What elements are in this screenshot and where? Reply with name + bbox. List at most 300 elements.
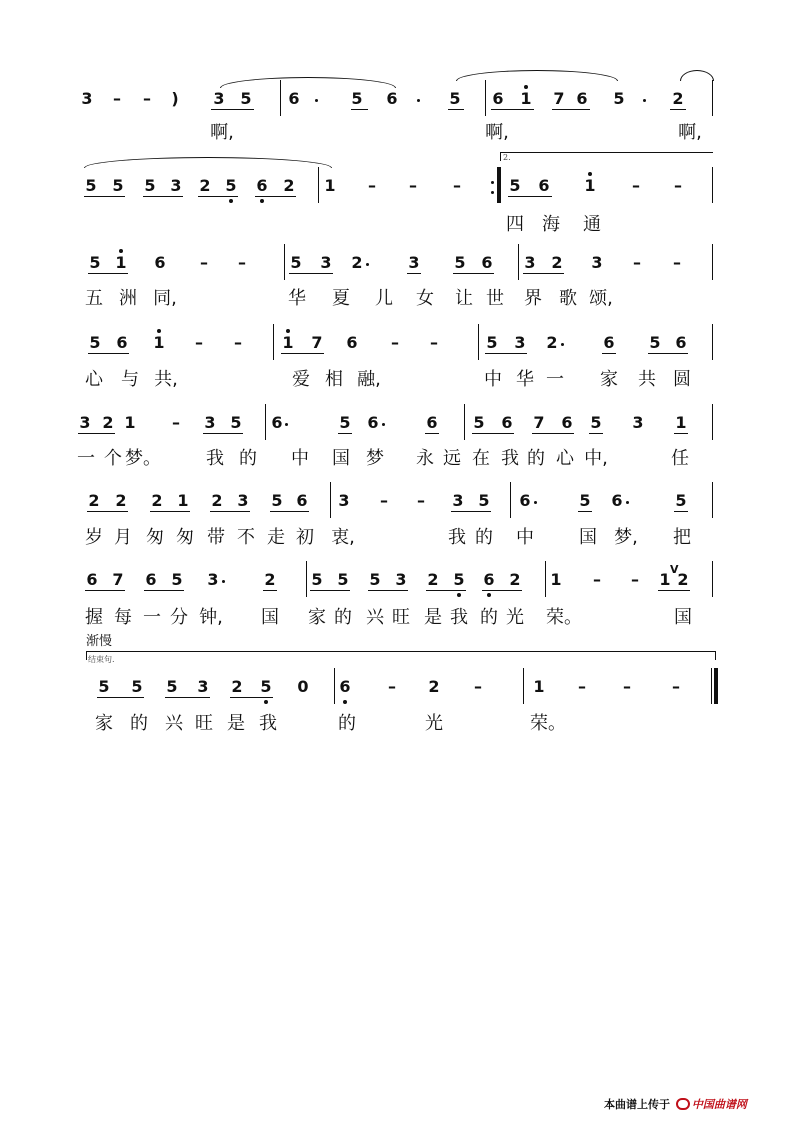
- lyric-syllable: 世: [486, 288, 504, 309]
- note: –: [673, 253, 681, 272]
- note: 5: [112, 176, 124, 195]
- note: 5: [290, 253, 302, 272]
- note: 2: [672, 89, 684, 108]
- note: –: [388, 677, 396, 696]
- note: 6: [145, 570, 157, 589]
- lyric-syllable: 国: [674, 607, 692, 628]
- note: 2: [351, 253, 363, 272]
- lyric-syllable: 洲: [119, 288, 137, 309]
- note: 1: [584, 176, 596, 195]
- beam-underline: [351, 109, 368, 110]
- barline: [523, 668, 524, 704]
- lyric-syllable: 兴: [366, 607, 384, 628]
- note: 5: [369, 570, 381, 589]
- lyric-syllable: 远: [443, 448, 461, 469]
- note: –: [143, 89, 151, 108]
- volta-label: 2.: [503, 153, 511, 162]
- note: –: [672, 677, 680, 696]
- note: 2: [551, 253, 563, 272]
- note: 5: [225, 176, 237, 195]
- lyric-syllable: 光: [425, 713, 443, 734]
- beam-underline: [88, 353, 129, 354]
- lyric-syllable: 是: [227, 713, 245, 734]
- note: 7: [311, 333, 323, 352]
- beam-underline: [453, 273, 494, 274]
- note: –: [474, 677, 482, 696]
- beam-underline: [589, 433, 603, 434]
- note: 6: [519, 491, 531, 510]
- lyric-syllable: 的: [527, 448, 545, 469]
- note: 5: [89, 333, 101, 352]
- note: 3: [338, 491, 350, 510]
- note: –: [172, 413, 180, 432]
- barline: [478, 324, 479, 360]
- note: –: [674, 176, 682, 195]
- lyric-syllable: 一: [77, 448, 95, 469]
- beam-underline: [508, 196, 552, 197]
- note: 3: [207, 570, 219, 589]
- note: 1: [177, 491, 189, 510]
- note: 1: [533, 677, 545, 696]
- augmentation-dot: [366, 263, 369, 266]
- note: 3: [79, 413, 91, 432]
- note: 5: [649, 333, 661, 352]
- note: 3: [514, 333, 526, 352]
- beam-underline: [85, 590, 125, 591]
- note: 3: [395, 570, 407, 589]
- lyric-syllable: 荣。: [546, 607, 582, 628]
- note: 6: [561, 413, 573, 432]
- beam-underline: [674, 433, 688, 434]
- note: –: [417, 491, 425, 510]
- lyric-syllable: 儿: [375, 288, 393, 309]
- ending-bracket: [86, 651, 716, 660]
- beam-underline: [674, 511, 688, 512]
- lyric-syllable: 共,: [154, 369, 178, 390]
- note: 5: [271, 491, 283, 510]
- octave-dot-below: [457, 593, 461, 597]
- note: 5: [613, 89, 625, 108]
- octave-dot-below: [260, 199, 264, 203]
- lyric-syllable: 女: [416, 288, 434, 309]
- note: 5: [171, 570, 183, 589]
- lyric-syllable: 国: [332, 448, 350, 469]
- note: 1: [324, 176, 336, 195]
- lyric-syllable: 带: [207, 527, 225, 548]
- lyric-syllable: 一: [546, 369, 564, 390]
- note: –: [238, 253, 246, 272]
- octave-dot-above: [157, 329, 161, 333]
- note: 2: [509, 570, 521, 589]
- footer: [604, 1096, 747, 1112]
- note: 6: [426, 413, 438, 432]
- augmentation-dot: [285, 423, 288, 426]
- lyric-syllable: 让: [455, 288, 473, 309]
- lyric-syllable: 界: [524, 288, 542, 309]
- note: 2: [264, 570, 276, 589]
- lyric-syllable: 不: [237, 527, 255, 548]
- footer-site: 中国曲谱网: [691, 1098, 747, 1111]
- repeat-dot: [491, 181, 494, 184]
- beam-underline: [198, 196, 238, 197]
- note: –: [234, 333, 242, 352]
- note: 6: [483, 570, 495, 589]
- beam-underline: [532, 433, 574, 434]
- note: 5: [89, 253, 101, 272]
- note: 6: [675, 333, 687, 352]
- barline: [712, 482, 713, 518]
- barline: [273, 324, 274, 360]
- lyric-syllable: 我: [259, 713, 277, 734]
- beam-underline: [78, 433, 115, 434]
- lyric-syllable: 家: [308, 607, 326, 628]
- note: 5: [478, 491, 490, 510]
- beam-underline: [255, 196, 296, 197]
- note: –: [380, 491, 388, 510]
- lyric-syllable: 走: [267, 527, 285, 548]
- note: 6: [611, 491, 623, 510]
- beam-underline: [289, 273, 333, 274]
- note: 2: [677, 570, 689, 589]
- beam-underline: [578, 511, 592, 512]
- lyric-syllable: 海: [542, 214, 560, 235]
- note: 5: [98, 677, 110, 696]
- augmentation-dot: [417, 99, 420, 102]
- beam-underline: [144, 590, 184, 591]
- note: 6: [576, 89, 588, 108]
- note: –: [453, 176, 461, 195]
- lyric-syllable: 家: [600, 369, 618, 390]
- lyric-syllable: 分: [170, 607, 188, 628]
- octave-dot-above: [119, 249, 123, 253]
- note: 6: [481, 253, 493, 272]
- note: 6: [116, 333, 128, 352]
- lyric-syllable: 衷,: [331, 527, 355, 548]
- beam-underline: [338, 433, 352, 434]
- lyric-syllable: 家: [95, 713, 113, 734]
- note: 1: [124, 413, 136, 432]
- slur: [84, 157, 332, 168]
- lyric-syllable: 的: [475, 527, 493, 548]
- beam-underline: [281, 353, 324, 354]
- lyric-syllable: 华: [516, 369, 534, 390]
- beam-underline: [602, 353, 616, 354]
- lyric-syllable: 我: [206, 448, 224, 469]
- beam-underline: [472, 433, 514, 434]
- note: 5: [131, 677, 143, 696]
- note: 2: [428, 677, 440, 696]
- note: 6: [339, 677, 351, 696]
- beam-underline: [270, 511, 309, 512]
- note: 5: [590, 413, 602, 432]
- note: –: [631, 570, 639, 589]
- lyric-syllable: 个: [104, 448, 122, 469]
- lyric-syllable: 的: [334, 607, 352, 628]
- note: 5: [144, 176, 156, 195]
- note: –: [391, 333, 399, 352]
- lyric-syllable: 是: [424, 607, 442, 628]
- note: 3: [452, 491, 464, 510]
- lyric-syllable: 梦。: [125, 448, 161, 469]
- note: 6: [492, 89, 504, 108]
- barline: [306, 561, 307, 597]
- lyric-syllable: 永: [416, 448, 434, 469]
- barline: [284, 244, 285, 280]
- barline: [712, 561, 713, 597]
- barline: [510, 482, 511, 518]
- beam-underline: [150, 511, 190, 512]
- note: 6: [256, 176, 268, 195]
- site-logo-icon: [676, 1098, 690, 1110]
- note: 6: [346, 333, 358, 352]
- note: 6: [501, 413, 513, 432]
- note: 5: [473, 413, 485, 432]
- beam-underline: [143, 196, 183, 197]
- lyric-syllable: 共: [638, 369, 656, 390]
- lyric-syllable: 中,: [584, 448, 608, 469]
- beam-underline: [491, 109, 534, 110]
- lyric-syllable: 月: [114, 527, 132, 548]
- lyric-syllable: 在: [472, 448, 490, 469]
- octave-dot-below: [487, 593, 491, 597]
- lyric-syllable: 梦,: [614, 527, 638, 548]
- lyric-syllable: 夏: [332, 288, 350, 309]
- note: 2: [115, 491, 127, 510]
- note: –: [113, 89, 121, 108]
- lyric-syllable: 与: [121, 369, 139, 390]
- barline: [330, 482, 331, 518]
- note: –: [368, 176, 376, 195]
- lyric-syllable: 中: [484, 369, 502, 390]
- lyric-syllable: 光: [506, 607, 524, 628]
- beam-underline: [88, 273, 128, 274]
- note: 6: [86, 570, 98, 589]
- note: 2: [546, 333, 558, 352]
- note: 1: [550, 570, 562, 589]
- augmentation-dot: [315, 99, 318, 102]
- beam-underline: [211, 109, 254, 110]
- lyric-syllable: 颂,: [589, 288, 613, 309]
- note: 2: [88, 491, 100, 510]
- lyric-syllable: 五: [85, 288, 103, 309]
- lyric-syllable: 啊,: [485, 122, 509, 143]
- note: 5: [351, 89, 363, 108]
- note: 3: [524, 253, 536, 272]
- lyric-syllable: 我: [501, 448, 519, 469]
- lyric-syllable: 每: [114, 607, 132, 628]
- note: 2: [199, 176, 211, 195]
- lyric-syllable: 歌: [559, 288, 577, 309]
- beam-underline: [368, 590, 408, 591]
- lyric-syllable: 圆: [673, 369, 691, 390]
- note: 6: [538, 176, 550, 195]
- beam-underline: [165, 697, 210, 698]
- note: 3: [197, 677, 209, 696]
- augmentation-dot: [382, 423, 385, 426]
- octave-dot-above: [524, 85, 528, 89]
- beam-underline: [648, 353, 688, 354]
- note: ): [171, 89, 179, 108]
- barline: [711, 668, 712, 704]
- note: –: [200, 253, 208, 272]
- note: –: [593, 570, 601, 589]
- lyric-syllable: 的: [239, 448, 257, 469]
- augmentation-dot: [626, 501, 629, 504]
- note: –: [632, 176, 640, 195]
- note: 5: [509, 176, 521, 195]
- beam-underline: [485, 353, 527, 354]
- lyric-syllable: 啊,: [678, 122, 702, 143]
- ending-label: 结束句.: [88, 655, 115, 664]
- note: 3: [591, 253, 603, 272]
- augmentation-dot: [534, 501, 537, 504]
- lyric-syllable: 相: [325, 369, 343, 390]
- barline: [712, 80, 713, 116]
- note: 6: [367, 413, 379, 432]
- lyric-syllable: 国: [579, 527, 597, 548]
- note: 3: [81, 89, 93, 108]
- note: 5: [339, 413, 351, 432]
- note: –: [633, 253, 641, 272]
- barline: [712, 244, 713, 280]
- note: 2: [283, 176, 295, 195]
- note: 6: [288, 89, 300, 108]
- barline: [318, 167, 319, 203]
- beam-underline: [425, 433, 439, 434]
- lyric-syllable: 梦: [366, 448, 384, 469]
- barline: [334, 668, 335, 704]
- note: 1: [115, 253, 127, 272]
- barline: [545, 561, 546, 597]
- beam-underline: [523, 273, 564, 274]
- barline: [714, 668, 718, 704]
- note: 7: [553, 89, 565, 108]
- note: 2: [211, 491, 223, 510]
- lyric-syllable: 匆: [176, 527, 194, 548]
- beam-underline: [552, 109, 590, 110]
- note: 5: [240, 89, 252, 108]
- breath-mark: V: [670, 563, 679, 576]
- repeat-dot: [491, 191, 494, 194]
- note: 2: [231, 677, 243, 696]
- slur: [220, 77, 396, 88]
- note: 5: [454, 253, 466, 272]
- note: 3: [170, 176, 182, 195]
- lyric-syllable: 华: [288, 288, 306, 309]
- note: 6: [296, 491, 308, 510]
- footer-text: 本曲谱上传于: [604, 1098, 670, 1111]
- note: 5: [166, 677, 178, 696]
- note: 3: [204, 413, 216, 432]
- lyric-syllable: 岁: [85, 527, 103, 548]
- note: 5: [337, 570, 349, 589]
- note: 1: [153, 333, 165, 352]
- beam-underline: [87, 511, 128, 512]
- octave-dot-above: [286, 329, 290, 333]
- beam-underline: [263, 590, 277, 591]
- beam-underline: [407, 273, 421, 274]
- beam-underline: [670, 109, 686, 110]
- barline: [712, 324, 713, 360]
- note: 6: [386, 89, 398, 108]
- augmentation-dot: [643, 99, 646, 102]
- barline: [712, 167, 713, 203]
- note: 5: [449, 89, 461, 108]
- lyric-syllable: 爱: [292, 369, 310, 390]
- note: 5: [486, 333, 498, 352]
- lyric-syllable: 的: [338, 713, 356, 734]
- note: 2: [102, 413, 114, 432]
- slur: [456, 70, 618, 81]
- slur: [680, 70, 714, 81]
- lyric-syllable: 我: [448, 527, 466, 548]
- beam-underline: [203, 433, 243, 434]
- octave-dot-above: [588, 172, 592, 176]
- note: 5: [579, 491, 591, 510]
- note: 1: [282, 333, 294, 352]
- lyric-syllable: 啊,: [210, 122, 234, 143]
- barline: [518, 244, 519, 280]
- augmentation-dot: [222, 580, 225, 583]
- barline: [485, 80, 486, 116]
- barline: [265, 404, 266, 440]
- barline: [464, 404, 465, 440]
- note: 1: [675, 413, 687, 432]
- lyric-syllable: 握: [85, 607, 103, 628]
- note: 7: [112, 570, 124, 589]
- beam-underline: [482, 590, 522, 591]
- note: 1: [659, 570, 671, 589]
- note: 3: [213, 89, 225, 108]
- lyric-syllable: 初: [296, 527, 314, 548]
- lyric-syllable: 中: [291, 448, 309, 469]
- note: –: [623, 677, 631, 696]
- lyric-syllable: 钟,: [199, 607, 223, 628]
- note: 6: [603, 333, 615, 352]
- octave-dot-below: [264, 700, 268, 704]
- note: 5: [85, 176, 97, 195]
- lyric-syllable: 任: [671, 448, 689, 469]
- lyric-syllable: 国: [261, 607, 279, 628]
- lyric-syllable: 匆: [146, 527, 164, 548]
- lyric-syllable: 同,: [153, 288, 177, 309]
- octave-dot-below: [229, 199, 233, 203]
- lyric-syllable: 融,: [357, 369, 381, 390]
- note: –: [195, 333, 203, 352]
- lyric-syllable: 把: [673, 527, 691, 548]
- beam-underline: [210, 511, 250, 512]
- note: –: [578, 677, 586, 696]
- lyric-syllable: 四: [506, 214, 524, 235]
- note: 5: [260, 677, 272, 696]
- lyric-syllable: 旺: [195, 713, 213, 734]
- lyric-syllable: 心: [556, 448, 574, 469]
- beam-underline: [448, 109, 464, 110]
- note: 6: [271, 413, 283, 432]
- beam-underline: [310, 590, 350, 591]
- repeat-barline: [497, 167, 501, 203]
- note: 5: [311, 570, 323, 589]
- lyric-syllable: 通: [583, 214, 601, 235]
- lyric-syllable: 心: [85, 369, 103, 390]
- beam-underline: [84, 196, 125, 197]
- note: 2: [427, 570, 439, 589]
- note: 3: [237, 491, 249, 510]
- note: 7: [533, 413, 545, 432]
- lyric-syllable: 的: [480, 607, 498, 628]
- note: –: [430, 333, 438, 352]
- note: –: [409, 176, 417, 195]
